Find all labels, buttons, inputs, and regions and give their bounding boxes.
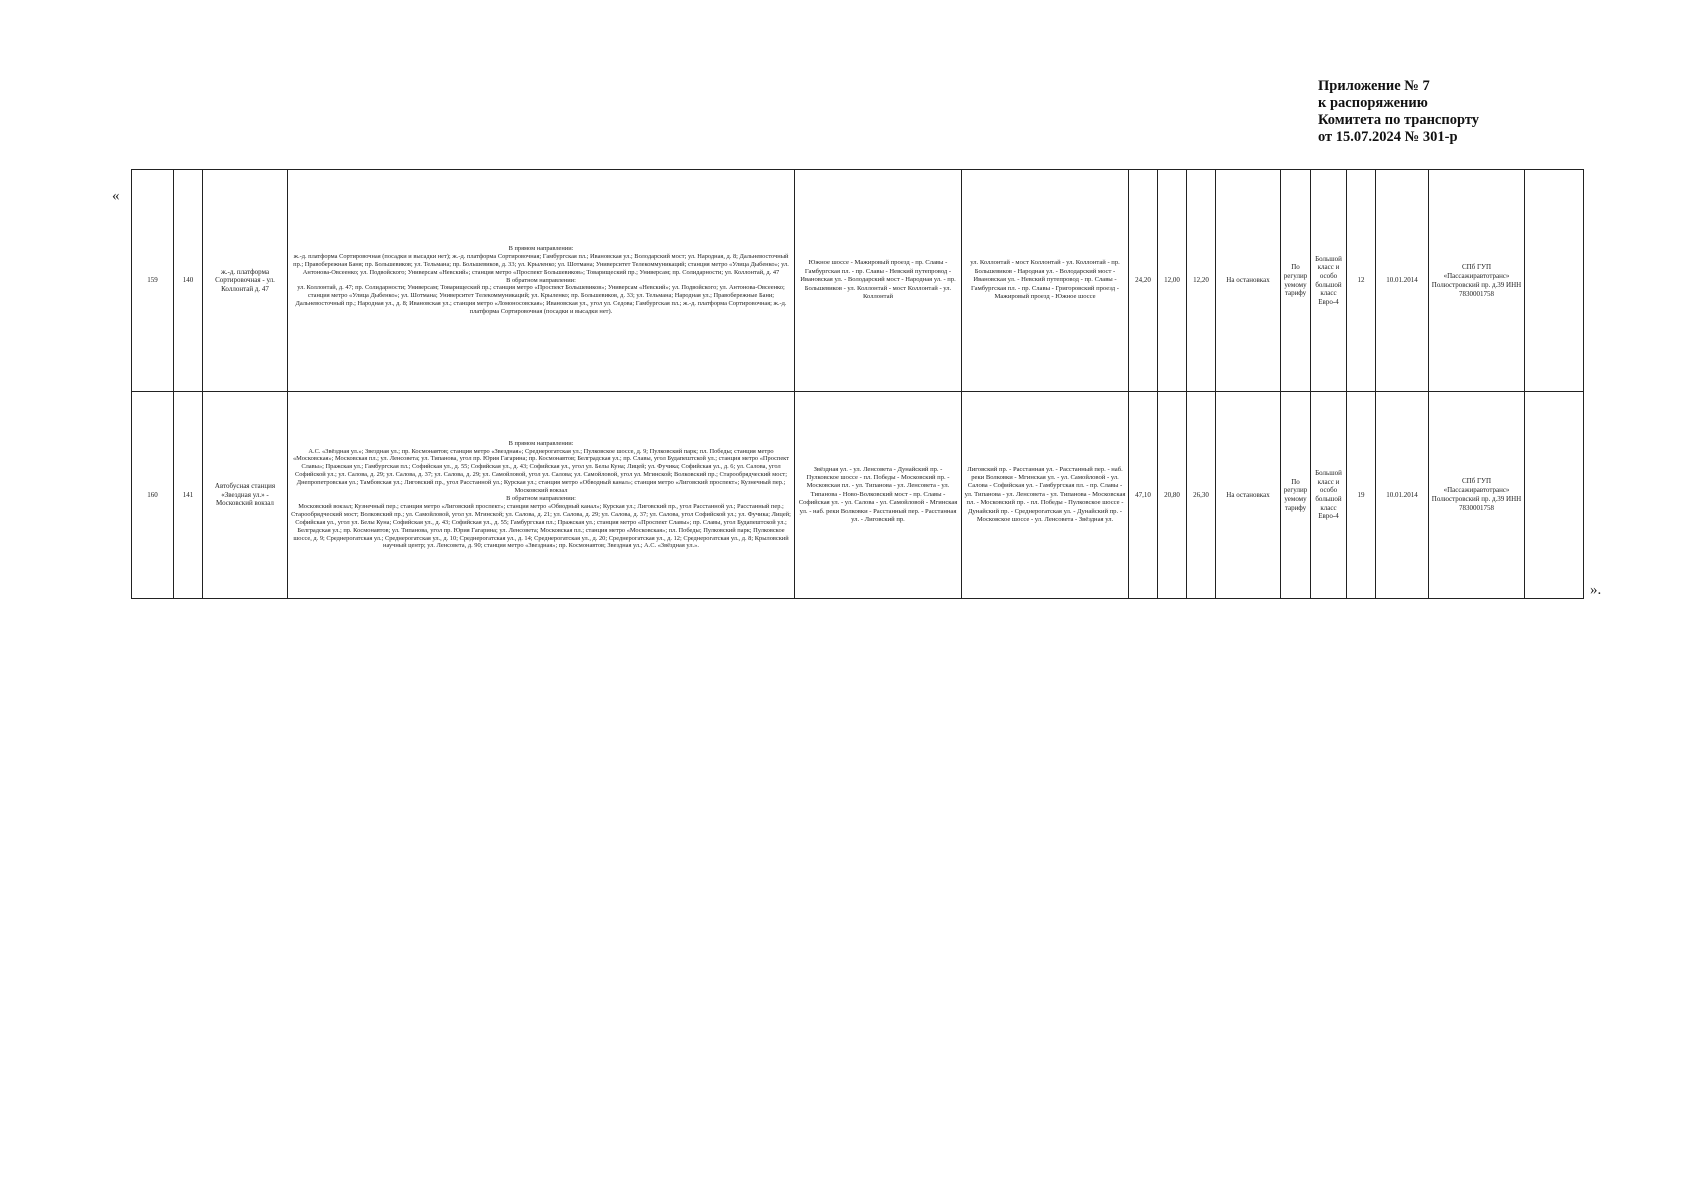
vehicle-class: Большой класс и особо большой класс Евро-4 [1311,170,1347,392]
route-name: Автобусная станция «Звездная ул.» - Московский вокзал [203,392,288,599]
length-total: 24,20 [1129,170,1158,392]
table-row [132,392,1584,599]
length-backward: 12,20 [1187,170,1216,392]
length-backward: 26,30 [1187,392,1216,599]
forward-heading: В прямом направлении: [508,439,574,447]
vehicle-count: 12 [1347,170,1376,392]
backward-stops: Московский вокзал; Кузнечный пер.; станция метро «Лиговский проспект»; станция метро «Обводный канал»; Курская ул.; Лиговский пр., угол Расстанной ул.; Расстанный пер.; Старообрядческий мост; Волковский пр.; ул. Самойловой, угол ул. Мгинской; ул. Салова, д. 21; ул. Салова, д. 29; ул. Салова, д. 37; ул. Салова, угол Софийской ул.; ул. Фучика; Лицей; Софийская ул., угол ул. Белы Куна; Софийская ул., д. 43; Софийская ул., д. 55; Гамбургская пл.; Пражская ул.; станция метро «Проспект Славы»; пр. Славы, угол Будапештской ул.; Белградская ул.; пр. Космонавтов; ул. Типанова, угол пр. Юрия Гагарина; ул. Ленсовета; Московская пл.; станция метро «Московская»; пл. Победы; Пулковский парк; Пулковское шоссе, д. 9; Среднерогатская ул.; Среднерогатская ул., д. 10; Среднерогатская ул., д. 14; Среднерогатская ул., д. 20; Среднерогатская ул., д. 12; Среднерогатская ул., д. 8; Крыловский научный центр; ул. Ленсовета, д. 90; станция метро «Звездная»; пр. Космонавтов; Звездная ул.; А.С. «Звёздная ул.». [291,502,791,550]
closing-quote: ». [1590,582,1602,598]
stop-order: На остановках [1216,170,1281,392]
extra-cell [1525,392,1584,599]
opening-quote: « [112,188,120,204]
header-committee: Комитета по транспорту [1318,112,1480,128]
stops-list [288,392,795,599]
streets-backward: Лиговский пр. - Расстанная ул. - Расстанный пер. - наб. реки Волковки - Мгинская ул. - ул. Самойловой - ул. Салова - Софийская ул. - Гамбургская пл. - пр. Славы - ул. Типанова - ул. Ленсовета - ул. Типанова - Московская пл. - Московский пр. - пл. Победы - Пулковское шоссе - Дунайский пр. - Среднерогатская ул. - Дунайский пр. - Московское шоссе - ул. Ленсовета - Звёздная ул. [962,392,1129,599]
forward-stops: ж.-д. платформа Сортировочная (посадки и высадки нет); ж.-д. платформа Сортировочная; Гамбургская пл.; Ивановская ул.; Володарский мост; ул. Народная, д. 8; Дальневосточный пр.; Правобережная Баня; пр. Большевиков; ул. Тельмана; пр. Большевиков, д. 33; ул. Крыленко; ул. Шотмана; Университет Телекоммуникаций; станция метро «Улица Дыбенко»; ул. Антонова-Овсеенко; ул. Подвойского; Универсам «Невский»; станция метро «Проспект Большевиков»; Товарищеский пр.; Универсам; пр. Солидарности; ул. Коллонтай, д. 47 [293,252,789,276]
length-forward: 12,00 [1158,170,1187,392]
streets-forward: Звёздная ул. - ул. Ленсовета - Дунайский пр. - Пулковское шоссе - пл. Победы - Московский пр. - Московская пл. - ул. Типанова - ул. Ленсовета - ул. Типанова - Ново-Волковский мост - пр. Славы - Софийская ул. - ул. Салова - ул. Самойловой - Мгинская ул. - наб. реки Волковки - Расстанный пер. - Расстанная ул. - Лиговский пр. [795,392,962,599]
header-date-number: от 15.07.2024 № 301-р [1318,129,1458,145]
vehicle-count: 19 [1347,392,1376,599]
start-date: 10.01.2014 [1376,392,1429,599]
header-order-ref: к распоряжению [1318,95,1428,111]
header-appendix-number: Приложение № 7 [1318,78,1430,94]
table-row [132,170,1584,392]
backward-stops: ул. Коллонтай, д. 47; пр. Солидарности; Универсам; Товарищеский пр.; станция метро «Проспект Большевиков»; Универсам «Невский»; ул. Подвойского; ул. Антонова-Овсеенко; станция метро «Улица Дыбенко»; ул. Шотмана; Университет Телекоммуникаций; ул. Крыленко; пр. Большевиков, д. 33; ул. Тельмана; Народная ул.; Правобережные Бани; Дальневосточный пр.; Народная ул., д. 8; Ивановская ул.; станция метро «Ломоносовская»; Ивановская ул., угол ул. Седова; Гамбургская пл.; ж.-д. платформа Сортировочная; ж.-д. платформа Сортировочная (посадки и высадки нет). [295,284,787,316]
forward-stops: А.С. «Звёздная ул.»; Звездная ул.; пр. Космонавтов; станция метро «Звездная»; Среднерогатская ул.; Пулковское шоссе, д. 9; Пулковский парк; пл. Победы; станция метро «Московская»; Московская пл.; ул. Ленсовета; ул. Типанова, угол пр. Юрия Гагарина; пр. Космонавтов; Белградская ул.; пр. Славы, угол Будапештской ул.; станция метро «Проспект Славы»; Пражская ул.; Гамбургская пл.; Софийская ул., д. 55; Софийская ул., д. 43; Софийская ул., угол ул. Белы Куна; Лицей; ул. Фучика; Софийская ул., д. 6; ул. Салова, угол Софийской ул.; ул. Салова, д. 29; ул. Салова, д. 37; ул. Салова, д. 29; ул. Самойловой, угол ул. Салова; ул. Самойловой, угол ул. Мгинской; Волковский пр.; Старообрядческий мост; Днепропетровская ул.; Тамбовская ул.; Лиговский пр., угол Расстанной ул.; Курская ул.; станция метро «Обводный канал»; станция метро «Лиговский проспект»; Кузнечный пер.; Московский вокзал [292,447,789,495]
streets-forward: Южное шоссе - Мажировый проезд - пр. Славы - Гамбургская пл. - пр. Славы - Невский путепровод - Ивановская ул. - Володарский мост - Народная ул. - пр. Большевиков - ул. Коллонтай - мост Коллонтай - ул. Коллонтай [795,170,962,392]
stop-order: На остановках [1216,392,1281,599]
routes-table [131,169,1584,599]
row-number: 159 [132,170,174,392]
extra-cell [1525,170,1584,392]
backward-heading: В обратном направлении: [506,495,576,502]
route-number: 140 [174,170,203,392]
row-number: 160 [132,392,174,599]
length-forward: 20,80 [1158,392,1187,599]
streets-backward: ул. Коллонтай - мост Коллонтай - ул. Коллонтай - пр. Большевиков - Народная ул. - Володарский мост - Ивановская ул. - Невский путепровод - пр. Славы - Гамбургская пл. - пр. Славы - Григоровский проезд - Мажировый проезд - Южное шоссе [962,170,1129,392]
vehicle-class: Большой класс и особо большой класс Евро-4 [1311,392,1347,599]
document-header [1318,78,1479,146]
route-number: 141 [174,392,203,599]
length-total: 47,10 [1129,392,1158,599]
tariff-type: По регулируемому тарифу [1281,392,1311,599]
carrier-info: СПб ГУП «Пассажиравтотранс» Полюстровский пр. д.39 ИНН 7830001758 [1429,392,1525,599]
start-date: 10.01.2014 [1376,170,1429,392]
tariff-type: По регулируемому тарифу [1281,170,1311,392]
forward-heading: В прямом направлении: [508,244,574,252]
carrier-info: СПб ГУП «Пассажиравтотранс» Полюстровский пр. д.39 ИНН 7830001758 [1429,170,1525,392]
backward-heading: В обратном направлении: [506,276,576,284]
route-name: ж.-д. платформа Сортировочная - ул. Коллонтай д. 47 [203,170,288,392]
stops-list [288,170,795,392]
